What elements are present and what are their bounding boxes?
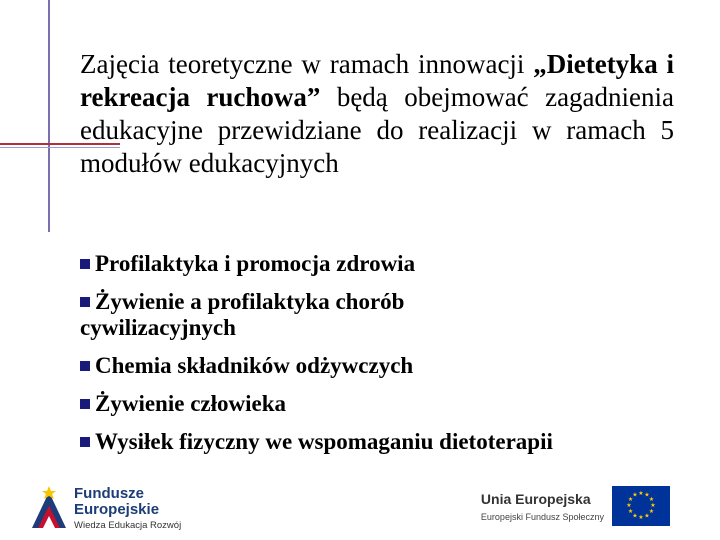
svg-text:★: ★ <box>648 496 655 503</box>
eu-text <box>481 490 604 524</box>
intro-paragraph <box>80 48 674 180</box>
module-list <box>80 245 680 461</box>
list-item-text: Chemia składników odżywczych <box>95 353 414 378</box>
svg-text:★: ★ <box>626 502 632 509</box>
svg-text:★: ★ <box>648 508 655 515</box>
list-item <box>80 283 680 341</box>
intro-text-part2: będą obejmować zagadnienia edukacyjne przewidziane do realizacji w ramach 5 modułów edukacyjnych <box>80 82 675 178</box>
svg-text:★: ★ <box>627 496 634 503</box>
list-item <box>80 423 680 461</box>
intro-text-part1: Zajęcia teoretyczne w ramach innowacji <box>80 49 534 79</box>
svg-text:★: ★ <box>644 512 650 520</box>
svg-text:★: ★ <box>632 512 638 520</box>
svg-text:★: ★ <box>650 502 656 509</box>
svg-text:★: ★ <box>638 514 644 521</box>
svg-text:★: ★ <box>644 491 650 499</box>
list-item-text-continued: cywilizacyjnych <box>80 315 236 340</box>
eu-flag-icon <box>612 486 670 526</box>
bullet-square-icon <box>80 297 90 307</box>
list-item-text: Wysiłek fizyczny we wspomaganiu dietoterapii <box>95 429 553 454</box>
list-item-text: Żywienie a profilaktyka chorób <box>95 289 405 314</box>
fundusze-europejskie-logo-icon <box>30 484 68 530</box>
list-item <box>80 245 680 283</box>
intro-program-name: „Dietetyka i rekreacja ruchowa” <box>80 49 674 112</box>
decor-vertical-line <box>48 0 50 232</box>
bullet-square-icon <box>80 437 90 447</box>
bullet-square-icon <box>80 361 90 371</box>
fe-line1: Fundusze <box>74 485 144 502</box>
fe-line2: Europejskie <box>74 501 160 518</box>
svg-text:★: ★ <box>638 490 644 497</box>
footer-logos <box>0 478 720 540</box>
eu-title: Unia Europejska <box>480 491 591 507</box>
bullet-square-icon <box>80 399 90 409</box>
fe-line3: Wiedza Edukacja Rozwój <box>74 520 182 531</box>
list-item-text: Żywienie człowieka <box>95 391 286 416</box>
bullet-square-icon <box>80 259 90 269</box>
svg-text:★: ★ <box>632 491 638 499</box>
eu-subtitle: Europejski Fundusz Społeczny <box>480 512 604 522</box>
svg-text:★: ★ <box>627 508 634 515</box>
list-item <box>80 385 680 423</box>
list-item <box>80 347 680 385</box>
fundusze-europejskie-text <box>74 486 181 532</box>
list-item-text: Profilaktyka i promocja zdrowia <box>95 251 416 276</box>
